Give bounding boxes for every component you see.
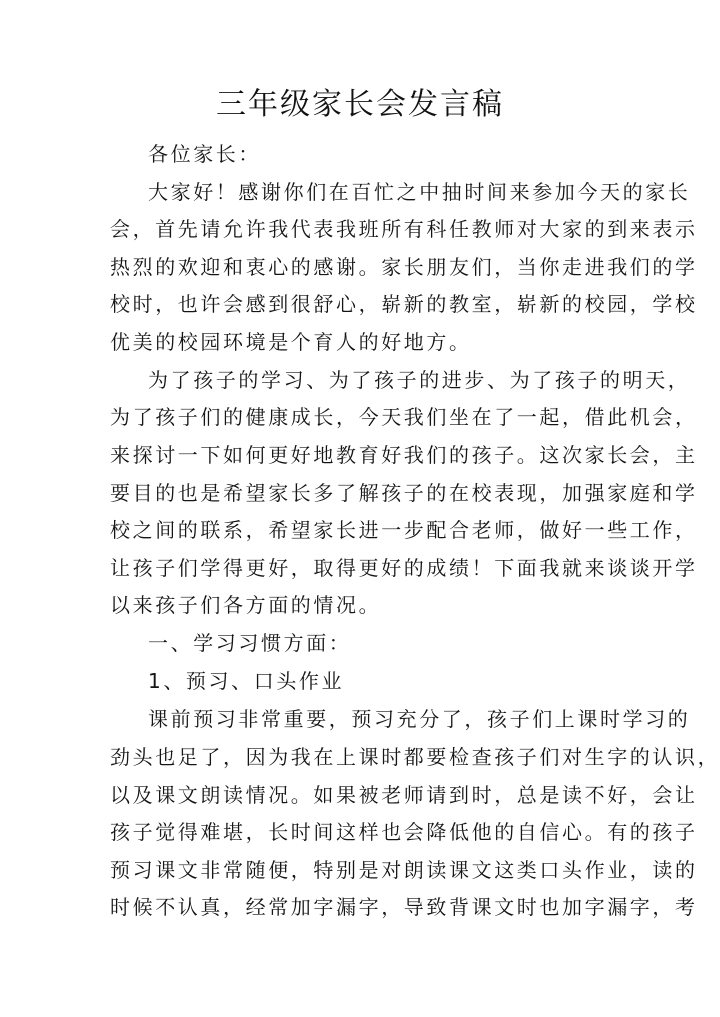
paragraph-line: 以来孩子们各方面的情况。	[110, 593, 382, 617]
paragraph-line: 热烈的欢迎和衷心的感谢。家长朋友们，当你走进我们的学	[110, 255, 698, 279]
paragraph-line: 校时，也许会感到很舒心，崭新的教室，崭新的校园，学校	[110, 292, 698, 316]
paragraph-line: 时候不认真，经常加字漏字，导致背课文时也加字漏字，考	[110, 895, 698, 919]
document-title: 三年级家长会发言稿	[216, 87, 504, 122]
paragraph-line: 为了孩子的学习、为了孩子的进步、为了孩子的明天，	[148, 368, 691, 392]
paragraph-line: 预习课文非常随便，特别是对朗读课文这类口头作业，读的	[110, 858, 698, 882]
paragraph-line: 劲头也足了，因为我在上课时都要检查孩子们对生字的认识，	[110, 745, 720, 769]
section-heading: 一、学习习惯方面：	[148, 631, 352, 655]
paragraph-line: 以及课文朗读情况。如果被老师请到时，总是读不好，会让	[110, 783, 698, 807]
paragraph-line: 校之间的联系，希望家长进一步配合老师，做好一些工作，	[110, 518, 698, 542]
paragraph-line: 让孩子们学得更好，取得更好的成绩！下面我就来谈谈开学	[110, 556, 698, 580]
paragraph-line: 来探讨一下如何更好地教育好我们的孩子。这次家长会，主	[110, 443, 698, 467]
paragraph-line: 课前预习非常重要，预习充分了，孩子们上课时学习的	[148, 707, 691, 731]
paragraph-line: 会，首先请允许我代表我班所有科任教师对大家的到来表示	[110, 217, 698, 241]
paragraph-line: 要目的也是希望家长多了解孩子的在校表现，加强家庭和学	[110, 481, 698, 505]
paragraph-line: 大家好！感谢你们在百忙之中抽时间来参加今天的家长	[148, 180, 691, 204]
subsection-heading: 1、预习、口头作业	[148, 669, 345, 693]
paragraph-line: 优美的校园环境是个育人的好地方。	[110, 330, 472, 354]
paragraph-line: 为了孩子们的健康成长，今天我们坐在了一起，借此机会，	[110, 405, 698, 429]
paragraph-line: 孩子觉得难堪，长时间这样也会降低他的自信心。有的孩子	[110, 820, 698, 844]
salutation: 各位家长：	[148, 142, 261, 166]
